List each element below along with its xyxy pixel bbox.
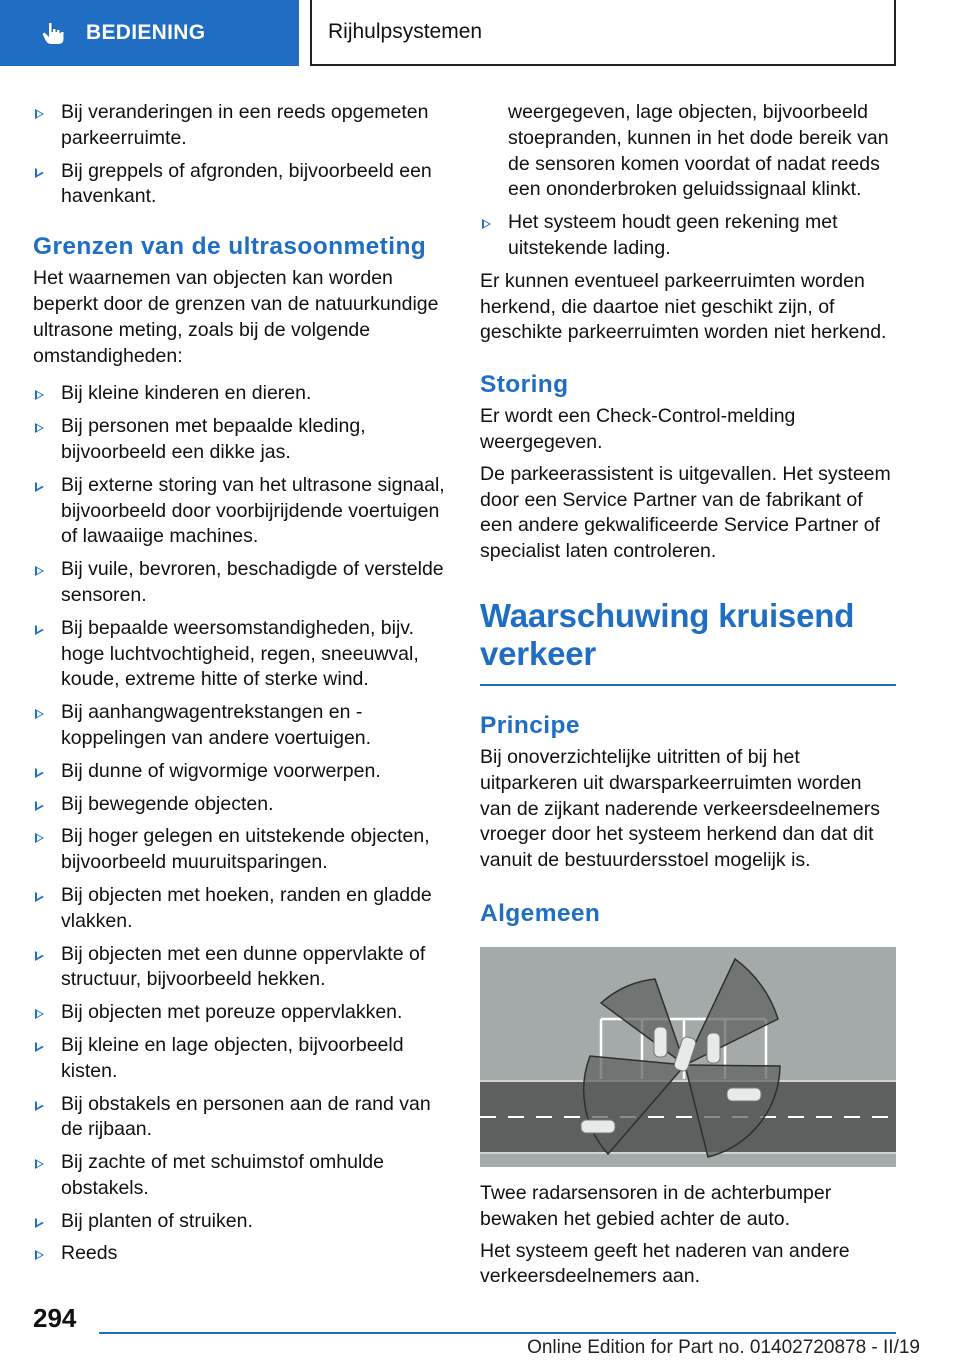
list-item: Bij vuile, bevroren, beschadigde of verstelde sensoren. [33,557,449,609]
list-item: Bij greppels of afgronden, bijvoorbeeld een havenkant. [33,159,449,211]
list-item: Bij planten of struiken. [33,1209,449,1235]
page-number: 294 [33,1303,77,1333]
list-item: Reeds [33,1241,449,1267]
list-item-continued: weergegeven, lage objecten, bijvoorbeeld stoepranden, kunnen in het dode bereik van de sensoren komen voordat of nadat reeds een ononderbroken geluidssignaal klinkt. [508,101,889,201]
edition-text: Online Edition for Part no. 01402720878 - II/19 [527,1337,920,1358]
list-item: Bij externe storing van het ultrasone signaal, bijvoorbeeld door voorbijrijdende voertuigen of lawaaiige machines. [33,473,449,550]
bullet-triangle-icon [35,109,44,119]
bullet-triangle-icon [35,951,44,961]
storing-paragraph-1: Er wordt een Check-Control-melding weergegeven. [480,405,796,453]
bullet-triangle-icon [35,801,44,811]
hand-icon [40,20,66,46]
principe-paragraph: Bij onoverzichtelijke uitritten of bij het uitparkeren uit dwarsparkeerruimten worden van de zijkant naderende verkeersdeelnemers vroeger door het systeem herkend dan dat dit vanuit de bestuurdersstoel mogelijk is. [480,745,880,872]
chapter-header [310,0,896,66]
cross-traffic-illustration [480,947,896,1167]
storing-paragraph-2: De parkeerassistent is uitgevallen. Het systeem door een Service Partner van de fabrikant of een andere gekwalificeerde Service Partner of specialist laten controleren. [480,462,891,563]
bullet-triangle-icon [35,168,44,178]
bullet-triangle-icon [35,768,44,778]
list-item: Bij hoger gelegen en uitstekende objecten, bijvoorbeeld muuruitsparingen. [33,824,449,876]
heading-divider [480,684,896,686]
algemeen-paragraph-1: Twee radarsensoren in de achterbumper bewaken het gebied achter de auto. [480,1181,832,1230]
bullet-triangle-icon [482,219,491,229]
bullet-triangle-icon [35,1218,44,1228]
principe-heading: Principe [480,711,580,739]
list-item: Bij kleine en lage objecten, bijvoorbeeld kisten. [33,1033,449,1085]
algemeen-paragraph-2: Het systeem geeft het naderen van andere verkeersdeelnemers aan. [480,1239,850,1288]
list-item: Bij objecten met hoeken, randen en gladde vlakken. [33,883,449,935]
bullet-triangle-icon [35,1009,44,1019]
list-item: Het systeem houdt geen rekening met uitstekende lading. [480,210,896,262]
section-heading: Grenzen van de ultrasoonmeting [33,233,427,261]
bullet-triangle-icon [35,1042,44,1052]
footer-divider [99,1332,896,1334]
bullet-triangle-icon [35,390,44,400]
list-item: Bij aanhangwagentrekstangen en -koppelingen van andere voertuigen. [33,700,449,752]
storing-heading: Storing [480,371,569,399]
algemeen-heading: Algemeen [480,899,601,927]
list-item: Bij veranderingen in een reeds opgemeten parkeerruimte. [33,100,449,152]
bullet-triangle-icon [35,709,44,719]
intro-paragraph: Het waarnemen van objecten kan worden beperkt door de grenzen van de natuurkundige ultrasone meting, zoals bij de volgende omstandigheden: [33,267,439,367]
list-item: Bij personen met bepaalde kleding, bijvoorbeeld een dikke jas. [33,414,449,466]
recognition-paragraph: Er kunnen eventueel parkeerruimten worden herkend, die daartoe niet geschikt zijn, of geschikte parkeerruimten worden niet herkend. [480,269,887,344]
bullet-triangle-icon [35,892,44,902]
bullet-triangle-icon [35,1250,44,1260]
list-item: Bij obstakels en personen aan de rand van de rijbaan. [33,1092,449,1144]
section-tab[interactable] [0,0,299,66]
bullet-triangle-icon [35,1159,44,1169]
bullet-triangle-icon [35,423,44,433]
list-item: Bij dunne of wigvormige voorwerpen. [33,759,449,785]
left-column [33,100,449,1274]
list-item: Bij zachte of met schuimstof omhulde obstakels. [33,1150,449,1202]
bullet-triangle-icon [35,566,44,576]
bullet-triangle-icon [35,833,44,843]
bullet-triangle-icon [35,1101,44,1111]
bullet-triangle-icon [35,482,44,492]
list-item: Bij bepaalde weersomstandigheden, bijv. hoge luchtvochtigheid, regen, sneeuwval, koude, extreme hitte of sterke wind. [33,616,449,693]
list-item: Bij objecten met poreuze oppervlakken. [33,1000,449,1026]
bullet-triangle-icon [35,625,44,635]
list-item: Bij kleine kinderen en dieren. [33,381,449,407]
chapter-heading: Waarschuwing kruisend verkeer [480,596,855,672]
chapter-title: Rijhulpsystemen [328,20,483,43]
list-item: Bij objecten met een dunne oppervlakte of structuur, bijvoorbeeld hekken. [33,942,449,994]
section-label: BEDIENING [86,21,206,44]
right-column [480,100,896,1296]
list-item: Bij bewegende objecten. [33,792,449,818]
